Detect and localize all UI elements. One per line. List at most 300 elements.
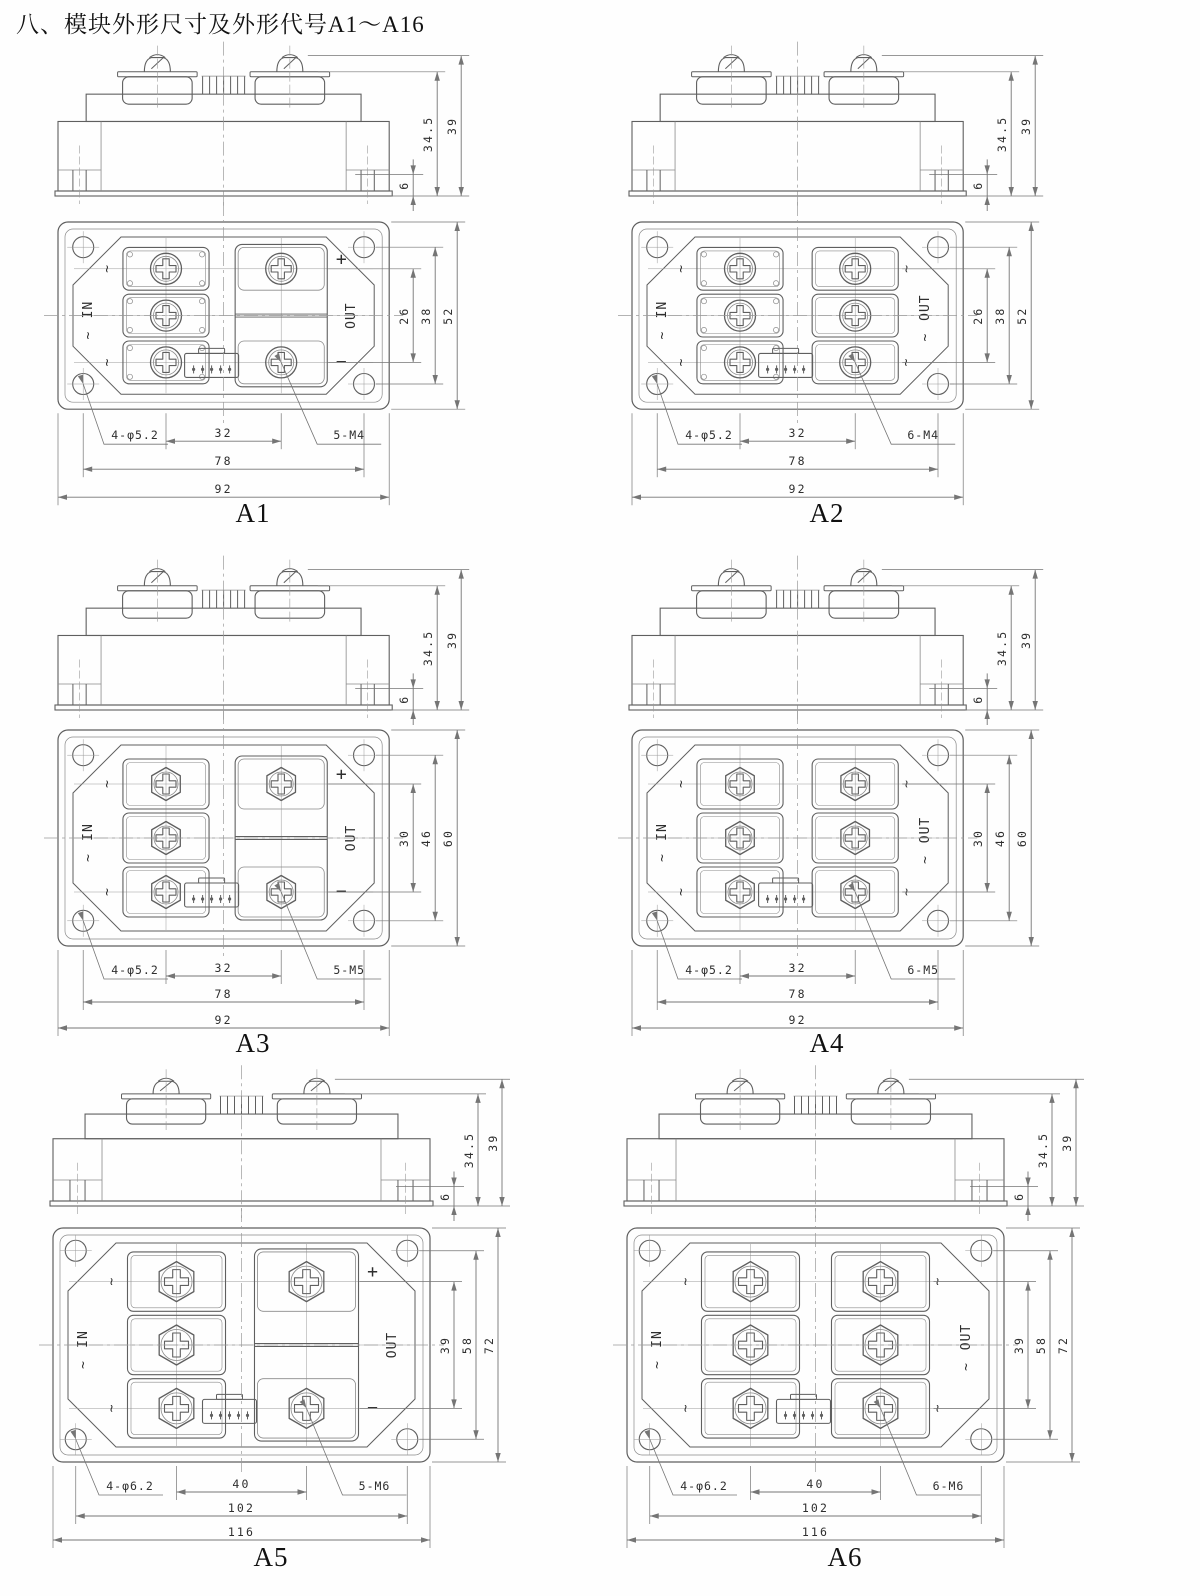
dim-arrow <box>411 269 416 278</box>
screw-slash <box>151 57 164 69</box>
side-dimensions <box>882 56 1043 211</box>
module-a4-drawing <box>592 550 1167 1065</box>
out-tilde: ~ <box>959 1363 974 1371</box>
dim-arrow <box>1025 1282 1030 1291</box>
gate-connector-key <box>217 1394 243 1399</box>
dim-label: 72 <box>482 1335 496 1355</box>
dim-label: 39 <box>445 116 460 135</box>
dim-label: 39 <box>1019 116 1034 135</box>
dim-label: 39 <box>1012 1335 1026 1355</box>
module-cell-a3 <box>18 550 593 1065</box>
dim-label: 39 <box>445 630 460 649</box>
dim-label: 78 <box>214 987 233 1001</box>
dim-label: 32 <box>788 961 807 975</box>
dim-arrow <box>499 1197 504 1206</box>
dim-arrow <box>435 187 440 196</box>
pad-corner-dot <box>199 327 204 332</box>
dim-arrow <box>451 1282 456 1291</box>
side-dimensions <box>308 56 469 211</box>
dim-label: 78 <box>788 987 807 1001</box>
plus-mark: + <box>367 1261 378 1283</box>
top-dimensions <box>632 730 1039 1036</box>
dim-arrow <box>398 1513 407 1518</box>
top-view <box>613 1208 1018 1476</box>
dim-arrow <box>411 196 416 205</box>
screw-slash <box>858 571 871 583</box>
dim-arrow <box>78 911 86 921</box>
pad-corner-dot <box>127 327 132 332</box>
connector-pin-dot <box>784 1414 787 1417</box>
minus-mark: − <box>367 1397 378 1419</box>
dim-arrow <box>433 247 438 256</box>
dim-arrow <box>1009 586 1014 595</box>
pad-corner-dot <box>199 374 204 379</box>
dim-arrow <box>751 1489 760 1494</box>
module-cell-a2 <box>592 36 1167 551</box>
out-label: OUT <box>385 1331 400 1359</box>
dim-arrow <box>1009 72 1014 81</box>
dim-arrow <box>650 1513 659 1518</box>
dim-label: 92 <box>214 482 233 497</box>
dim-label: 30 <box>971 828 986 848</box>
module-cell-a5 <box>18 1056 593 1571</box>
hole-spec-label: 4-φ5.2 <box>111 428 159 443</box>
dim-label: 34.5 <box>995 115 1010 153</box>
dim-label: 92 <box>214 1013 233 1027</box>
dim-arrow <box>433 755 438 764</box>
pad-corner-dot <box>199 281 204 286</box>
dim-label: 6 <box>397 180 412 190</box>
pad-corner-dot <box>701 327 706 332</box>
dim-arrow <box>272 973 281 978</box>
dim-arrow <box>1007 755 1012 764</box>
thread-spec-label: 6-M6 <box>932 1479 965 1493</box>
dim-arrow <box>455 730 460 739</box>
dim-arrow <box>1029 222 1034 231</box>
dim-arrow <box>740 973 749 978</box>
dim-arrow <box>1025 1206 1030 1215</box>
screw-slash <box>858 57 871 69</box>
side-view <box>55 556 392 722</box>
screw-slash <box>885 1080 898 1091</box>
ac-tilde-mark: ~ <box>930 1277 946 1286</box>
ac-tilde-mark: ~ <box>678 1277 694 1286</box>
plus-mark: + <box>335 764 347 785</box>
dim-arrow <box>1029 730 1034 739</box>
dim-arrow <box>459 187 464 196</box>
dim-arrow <box>455 222 460 231</box>
screw-slash <box>734 1080 747 1091</box>
module-a3-drawing <box>18 550 593 1065</box>
dim-arrow <box>411 679 416 688</box>
dim-label: 32 <box>214 426 233 441</box>
connector-pin-dot <box>201 897 204 900</box>
dim-arrow <box>451 1178 456 1187</box>
side-dimensions <box>882 570 1043 725</box>
dim-arrow <box>657 999 666 1004</box>
connector-pin-dot <box>228 368 231 371</box>
dim-arrow <box>1033 187 1038 196</box>
side-dimensions <box>308 570 469 725</box>
dim-arrow <box>455 937 460 946</box>
dim-arrow <box>475 1197 480 1206</box>
module-cell-a6 <box>592 1056 1167 1571</box>
dim-label: 39 <box>1019 630 1034 649</box>
connector-pin-dot <box>766 368 769 371</box>
dim-arrow <box>1007 912 1012 921</box>
leader-line <box>307 1408 407 1495</box>
in-tilde: ~ <box>650 1361 665 1369</box>
module-a1-drawing <box>18 36 593 551</box>
leader-line <box>281 362 381 444</box>
leader-line <box>281 892 381 979</box>
dim-label: 6 <box>438 1191 452 1201</box>
in-tilde: ~ <box>655 854 670 862</box>
dim-label: 6 <box>971 180 986 190</box>
pad-corner-dot <box>701 252 706 257</box>
ac-tilde-mark: ~ <box>99 358 115 367</box>
connector-pin-dot <box>228 1414 231 1417</box>
dim-label: 39 <box>438 1335 452 1355</box>
connector-pin-dot <box>219 897 222 900</box>
side-view <box>624 1065 1007 1218</box>
dim-label: 92 <box>788 482 807 497</box>
module-caption-a2: A2 <box>809 498 845 528</box>
module-caption-a3: A3 <box>235 1028 271 1058</box>
dim-label: 78 <box>214 454 233 469</box>
dim-arrow <box>433 912 438 921</box>
ac-tilde-mark: ~ <box>899 780 915 788</box>
connector-pin-dot <box>766 897 769 900</box>
out-label: OUT <box>344 302 360 329</box>
out-tilde: ~ <box>918 333 934 342</box>
connector-pin-dot <box>201 368 204 371</box>
module-cell-a1 <box>18 36 593 551</box>
dim-label: 30 <box>397 828 412 848</box>
top-view <box>618 710 977 960</box>
dim-arrow <box>495 1453 500 1462</box>
ac-tilde-mark: ~ <box>678 1404 694 1413</box>
dim-arrow <box>459 56 464 65</box>
in-label: IN <box>655 300 670 319</box>
dim-label: 46 <box>419 828 434 848</box>
dim-arrow <box>435 72 440 81</box>
pad-corner-dot <box>127 374 132 379</box>
connector-pin-dot <box>237 1414 240 1417</box>
dim-arrow <box>985 269 990 278</box>
dim-arrow <box>929 999 938 1004</box>
dim-arrow <box>83 999 92 1004</box>
connector-pin-dot <box>775 368 778 371</box>
side-view <box>629 556 966 722</box>
out-label: OUT <box>918 816 934 844</box>
top-dimensions <box>58 222 465 505</box>
dim-arrow <box>355 467 364 472</box>
screw-slash <box>160 1080 173 1091</box>
dim-label: 60 <box>441 828 456 848</box>
pad-corner-dot <box>701 281 706 286</box>
dim-label: 38 <box>993 306 1008 325</box>
dim-arrow <box>1025 1399 1030 1408</box>
side-view <box>55 42 392 208</box>
dim-arrow <box>272 439 281 444</box>
leader-line <box>881 1408 981 1495</box>
top-view <box>39 1208 444 1476</box>
top-dimensions <box>58 730 465 1036</box>
dim-arrow <box>1009 187 1014 196</box>
ac-tilde-mark: ~ <box>104 1404 120 1413</box>
dim-label: 39 <box>486 1133 500 1152</box>
dim-arrow <box>1033 56 1038 65</box>
in-tilde: ~ <box>655 331 670 340</box>
connector-pin-dot <box>820 1414 823 1417</box>
dim-arrow <box>985 679 990 688</box>
dim-arrow <box>70 1430 78 1440</box>
dim-label: 26 <box>971 306 986 325</box>
connector-pin-dot <box>246 1414 249 1417</box>
in-label: IN <box>81 823 96 841</box>
dim-label: 32 <box>788 426 807 441</box>
dim-label: 40 <box>806 1477 825 1491</box>
dim-arrow <box>1007 247 1012 256</box>
ac-tilde-mark: ~ <box>673 264 689 273</box>
top-dimensions <box>627 1228 1080 1548</box>
dim-arrow <box>411 883 416 892</box>
connector-pin-dot <box>784 368 787 371</box>
connector-pin-dot <box>192 897 195 900</box>
top-view <box>44 710 403 960</box>
module-caption-a1: A1 <box>235 498 271 528</box>
ac-tilde-mark: ~ <box>104 1277 120 1286</box>
dim-arrow <box>972 1513 981 1518</box>
dim-arrow <box>1069 1453 1074 1462</box>
dim-arrow <box>652 375 660 385</box>
connector-pin-dot <box>793 1414 796 1417</box>
minus-mark: − <box>335 351 347 373</box>
ac-tilde-mark: ~ <box>899 888 915 896</box>
dim-arrow <box>872 1489 881 1494</box>
pad-corner-dot <box>773 252 778 257</box>
dim-arrow <box>1073 1079 1078 1088</box>
ac-tilde-mark: ~ <box>673 358 689 367</box>
pad-corner-dot <box>773 327 778 332</box>
dim-label: 34.5 <box>421 629 436 667</box>
dim-arrow <box>1025 1178 1030 1187</box>
dim-label: 60 <box>1015 828 1030 848</box>
out-label: OUT <box>344 824 360 852</box>
dim-arrow <box>495 1228 500 1237</box>
connector-pin-dot <box>802 897 805 900</box>
dim-arrow <box>177 1489 186 1494</box>
thread-spec-label: 5-M4 <box>333 428 366 443</box>
screw-slash <box>284 571 297 583</box>
dim-label: 34.5 <box>462 1131 476 1169</box>
connector-pin-dot <box>192 368 195 371</box>
pad-corner-dot <box>199 299 204 304</box>
dim-label: 78 <box>788 454 807 469</box>
screw-slash <box>151 571 164 583</box>
module-cell-a4 <box>592 550 1167 1065</box>
pad-corner-dot <box>773 281 778 286</box>
dim-arrow <box>985 353 990 362</box>
dim-arrow <box>1033 701 1038 710</box>
ac-tilde-mark: ~ <box>99 264 115 273</box>
connector-pin-dot <box>784 897 787 900</box>
screw-slash <box>725 571 738 583</box>
in-label: IN <box>81 300 96 319</box>
dim-label: 40 <box>232 1477 251 1491</box>
dim-label: 102 <box>227 1501 256 1515</box>
pad-corner-dot <box>701 345 706 350</box>
out-label: OUT <box>959 1323 974 1351</box>
top-dimensions <box>53 1228 506 1548</box>
connector-pin-dot <box>210 897 213 900</box>
top-dimensions <box>632 222 1039 505</box>
dim-arrow <box>1073 1197 1078 1206</box>
dim-arrow <box>1069 1228 1074 1237</box>
connector-pin-dot <box>219 1414 222 1417</box>
hole-spec-label: 4-φ5.2 <box>111 963 159 977</box>
dim-label: 72 <box>1056 1335 1070 1355</box>
module-a6-drawing <box>592 1056 1167 1571</box>
hole-spec-label: 4-φ6.2 <box>680 1479 728 1493</box>
gate-connector-key <box>773 878 799 883</box>
leader-line <box>855 362 955 444</box>
connector-pin-dot <box>793 897 796 900</box>
connector-pin-dot <box>793 368 796 371</box>
hole-spec-label: 4-φ5.2 <box>685 428 733 443</box>
ac-tilde-mark: ~ <box>673 780 689 788</box>
dim-arrow <box>76 1513 85 1518</box>
dim-arrow <box>985 196 990 205</box>
in-tilde: ~ <box>81 331 96 340</box>
dim-arrow <box>1033 570 1038 579</box>
connector-pin-dot <box>811 1414 814 1417</box>
dim-arrow <box>1029 400 1034 409</box>
dim-label: 32 <box>214 961 233 975</box>
in-label: IN <box>655 823 670 841</box>
dim-arrow <box>929 467 938 472</box>
pad-corner-dot <box>127 345 132 350</box>
module-caption-a4: A4 <box>809 1028 845 1058</box>
dim-arrow <box>411 353 416 362</box>
thread-spec-label: 5-M5 <box>333 963 366 977</box>
dim-arrow <box>1047 1251 1052 1260</box>
screw-slash <box>311 1080 324 1091</box>
dim-label: 38 <box>419 306 434 325</box>
ac-tilde-mark: ~ <box>673 888 689 896</box>
dim-label: 116 <box>227 1525 256 1539</box>
dim-label: 52 <box>441 306 456 325</box>
dim-arrow <box>451 1399 456 1408</box>
dim-arrow <box>435 586 440 595</box>
dim-arrow <box>166 973 175 978</box>
pad-corner-dot <box>773 374 778 379</box>
dim-arrow <box>1047 1430 1052 1439</box>
module-caption-a6: A6 <box>827 1542 863 1572</box>
side-view <box>50 1065 433 1218</box>
module-a2-drawing <box>592 36 1167 551</box>
dim-arrow <box>298 1489 307 1494</box>
dim-label: 26 <box>397 306 412 325</box>
top-view <box>44 202 403 423</box>
module-caption-a5: A5 <box>253 1542 289 1572</box>
dim-arrow <box>475 1094 480 1103</box>
connector-pin-dot <box>210 1414 213 1417</box>
pad-corner-dot <box>701 374 706 379</box>
screw-slash <box>284 57 297 69</box>
dim-label: 58 <box>460 1335 474 1355</box>
dim-arrow <box>846 439 855 444</box>
top-view <box>618 202 977 423</box>
side-dimensions <box>335 1079 510 1221</box>
dim-arrow <box>473 1430 478 1439</box>
gate-connector-key <box>791 1394 817 1399</box>
dim-arrow <box>644 1430 652 1440</box>
in-tilde: ~ <box>76 1361 91 1369</box>
ac-tilde-mark: ~ <box>99 888 115 896</box>
pad-corner-dot <box>199 252 204 257</box>
connector-pin-dot <box>210 368 213 371</box>
dim-arrow <box>473 1251 478 1260</box>
module-a5-drawing <box>18 1056 593 1571</box>
dim-label: 92 <box>788 1013 807 1027</box>
in-label: IN <box>76 1330 91 1348</box>
ac-tilde-mark: ~ <box>899 358 915 367</box>
dim-arrow <box>459 570 464 579</box>
connector-pin-dot <box>219 368 222 371</box>
dim-arrow <box>652 911 660 921</box>
dim-arrow <box>411 710 416 719</box>
out-tilde: ~ <box>918 856 934 864</box>
hole-spec-label: 4-φ5.2 <box>685 963 733 977</box>
dim-arrow <box>435 701 440 710</box>
in-label: IN <box>650 1330 665 1348</box>
pad-corner-dot <box>127 299 132 304</box>
dim-label: 6 <box>397 694 412 704</box>
gate-connector-key <box>199 878 225 883</box>
dim-label: 6 <box>971 694 986 704</box>
out-label: OUT <box>918 294 934 321</box>
pad-corner-dot <box>127 281 132 286</box>
dim-label: 102 <box>801 1501 830 1515</box>
pad-corner-dot <box>773 299 778 304</box>
connector-pin-dot <box>775 897 778 900</box>
dim-arrow <box>459 701 464 710</box>
dim-arrow <box>455 400 460 409</box>
dim-arrow <box>1049 1094 1054 1103</box>
dim-label: 34.5 <box>995 629 1010 667</box>
dim-arrow <box>411 165 416 174</box>
minus-mark: − <box>335 881 347 902</box>
dim-label: 34.5 <box>421 115 436 153</box>
thread-spec-label: 5-M6 <box>358 1479 391 1493</box>
dim-arrow <box>433 375 438 384</box>
dim-arrow <box>985 710 990 719</box>
dim-label: 6 <box>1012 1191 1026 1201</box>
dim-arrow <box>411 784 416 793</box>
side-dimensions <box>909 1079 1084 1221</box>
dim-label: 34.5 <box>1036 1131 1050 1169</box>
ac-tilde-mark: ~ <box>930 1404 946 1413</box>
dim-label: 46 <box>993 828 1008 848</box>
dim-arrow <box>1049 1197 1054 1206</box>
dim-arrow <box>985 165 990 174</box>
dim-arrow <box>846 973 855 978</box>
dim-arrow <box>355 999 364 1004</box>
pad-corner-dot <box>127 252 132 257</box>
thread-spec-label: 6-M4 <box>907 428 940 443</box>
